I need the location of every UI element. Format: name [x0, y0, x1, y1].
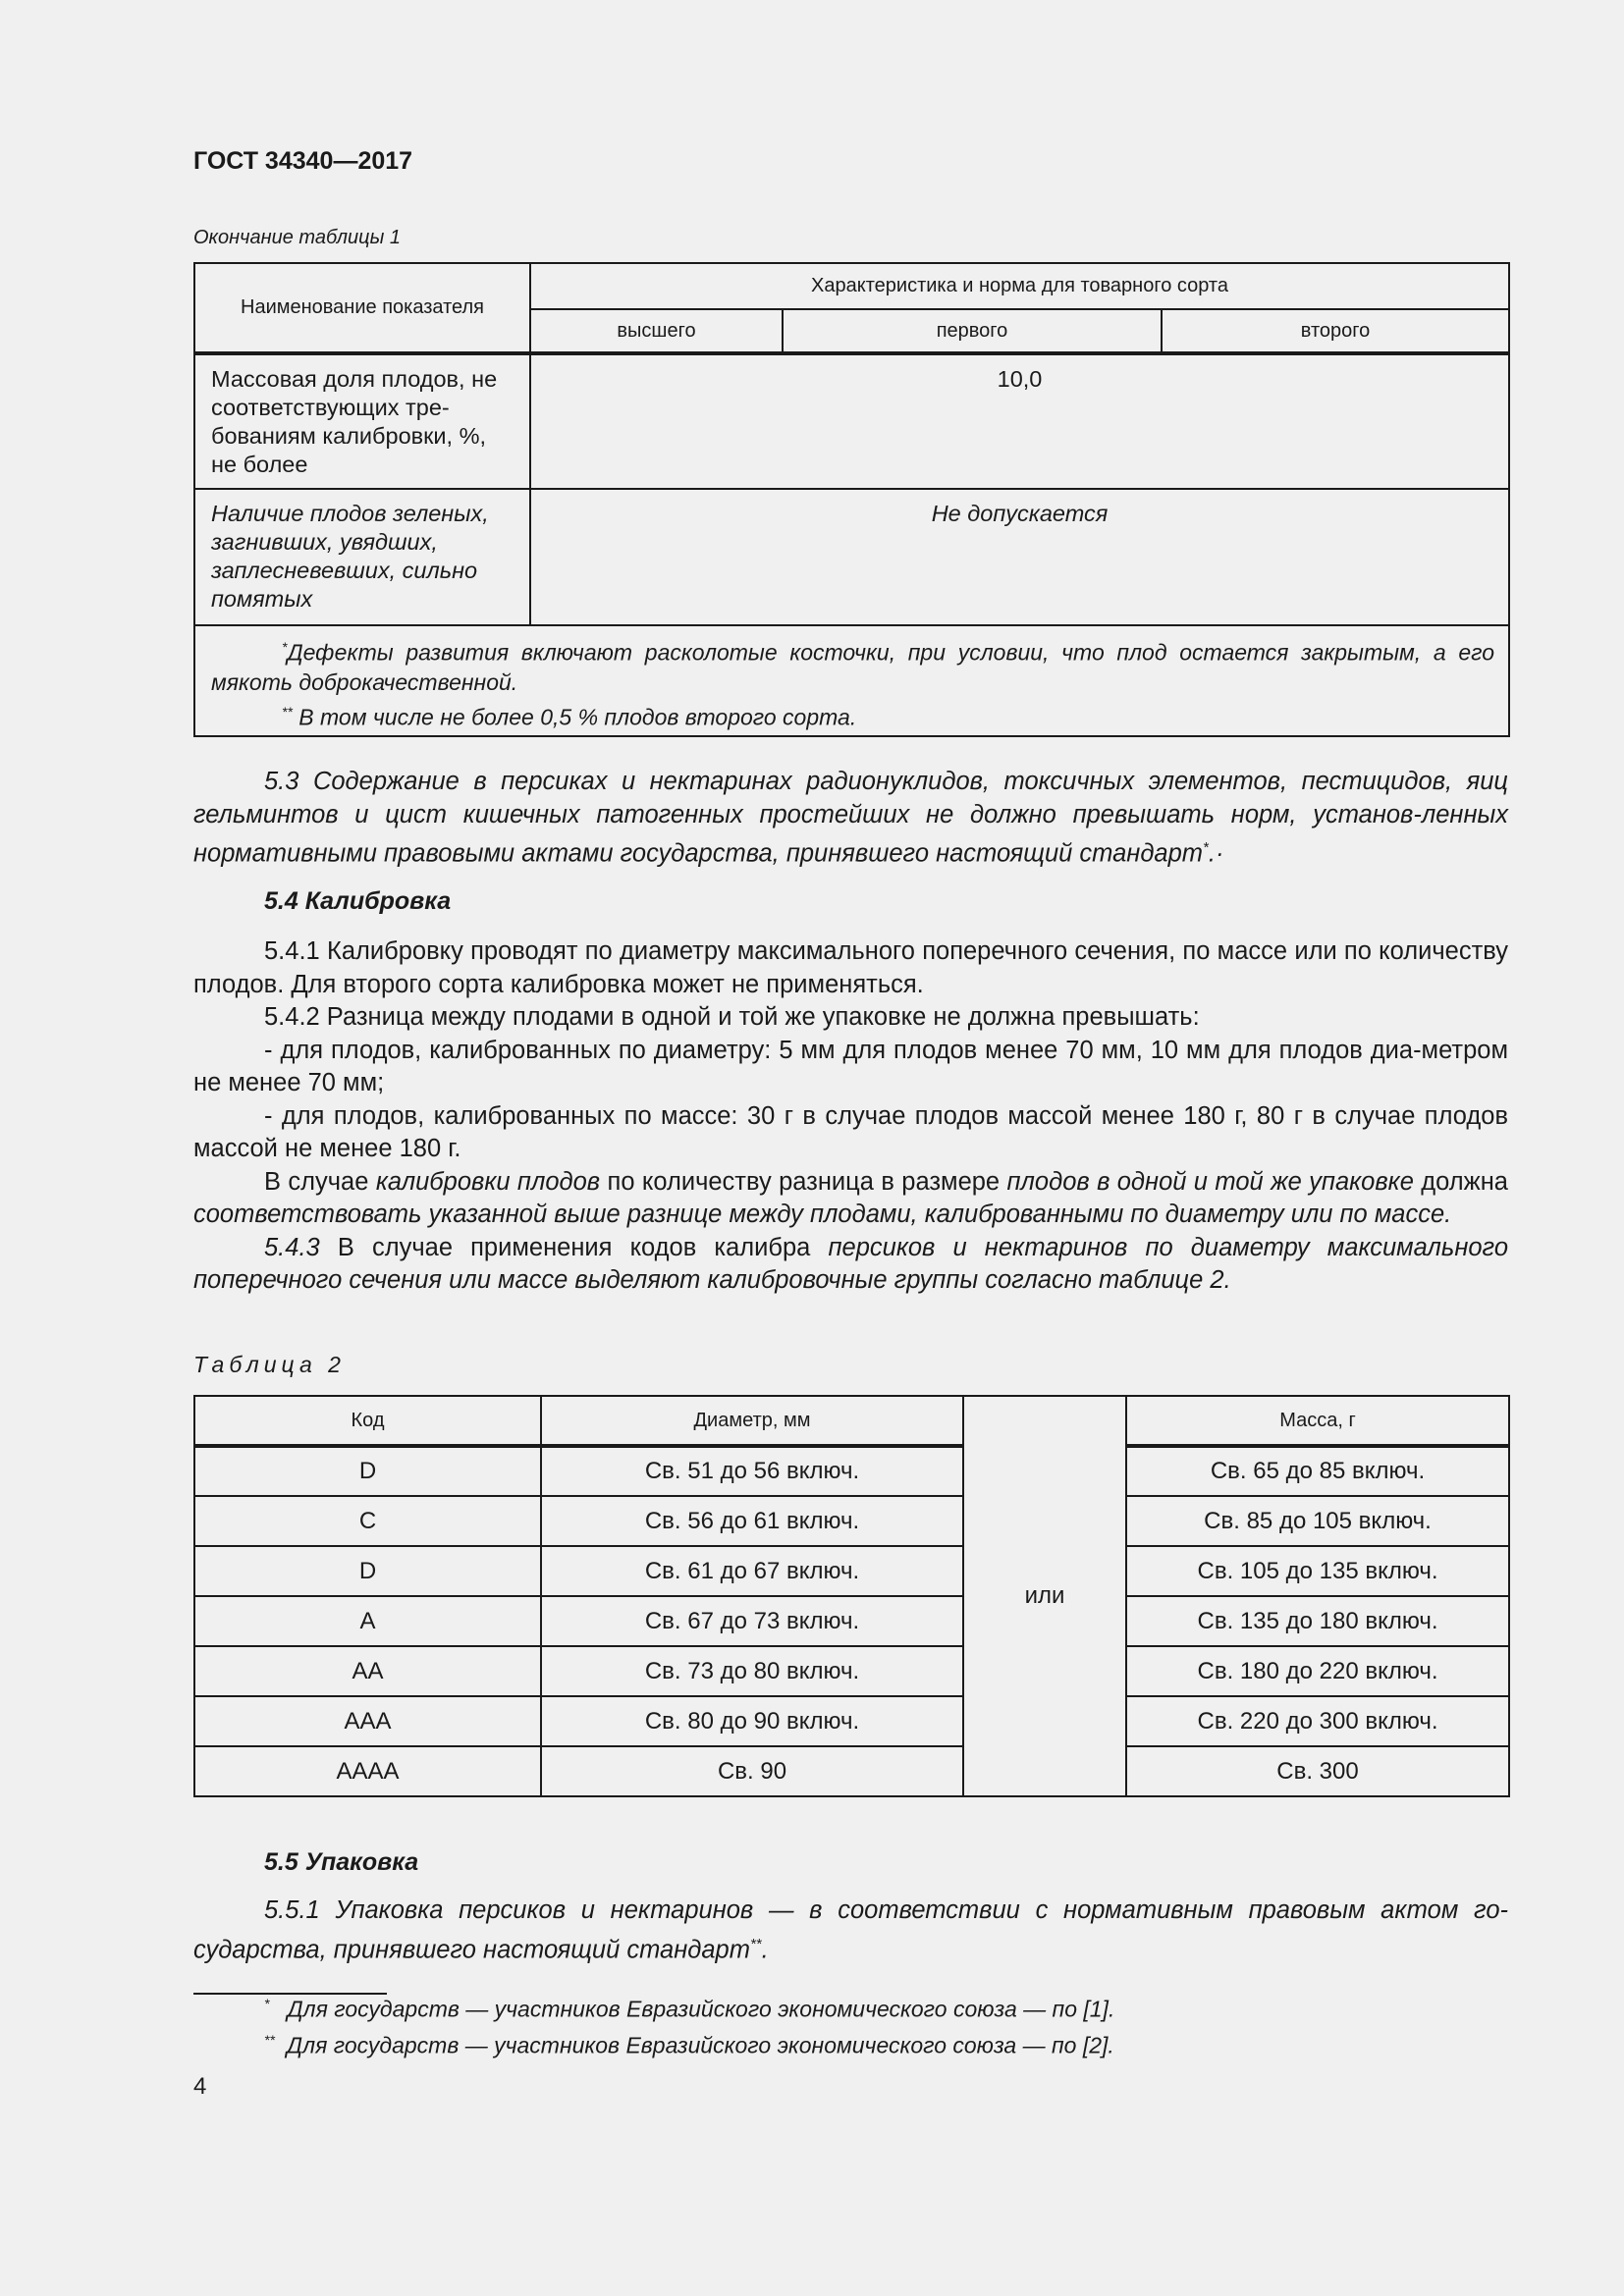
paragraph-mass: - для плодов, калиброванных по массе: 30 г в случае плодов массой менее 180 г, 80 г в случае плодов массой не менее 180 г. [193, 1101, 1508, 1162]
row-label: Массовая доля плодов, не соответствующих тре-бованиям калибровки, %, не более [194, 353, 530, 489]
code-cell: AAA [194, 1696, 541, 1746]
code-cell: AA [194, 1646, 541, 1696]
mass-cell: Св. 85 до 105 включ. [1126, 1496, 1509, 1546]
code-cell: C [194, 1496, 541, 1546]
table2 [193, 1395, 1510, 1797]
table-row [194, 489, 1509, 625]
paragraph-count: В случае калибровки плодов по количеству разница в размере плодов в одной и той же упаковке должна соответствовать указанной выше разнице между плодами, калиброванными по диаметру или по массе. [193, 1167, 1508, 1228]
header-grade-first: первого [783, 309, 1162, 353]
header-diameter: Диаметр, мм [541, 1396, 963, 1446]
table-row [194, 1646, 1509, 1696]
table-row [194, 1596, 1509, 1646]
table1-notes [194, 625, 1509, 736]
table-row [194, 1446, 1509, 1496]
table-row [194, 353, 1509, 489]
header-grade-highest: высшего [530, 309, 783, 353]
table-row [194, 1496, 1509, 1546]
mass-cell: Св. 220 до 300 включ. [1126, 1696, 1509, 1746]
diameter-cell: Св. 51 до 56 включ. [541, 1446, 963, 1496]
diameter-cell: Св. 73 до 80 включ. [541, 1646, 963, 1696]
footnote-1: * Для государств — участников Евразийского экономического союза — по [1]. [264, 1996, 1115, 2022]
section-5-4-heading: 5.4 Калибровка [264, 887, 452, 915]
mass-cell: Св. 180 до 220 включ. [1126, 1646, 1509, 1696]
note-2: ** В том числе не более 0,5 % плодов второго сорта. [282, 703, 857, 730]
table1-caption: Окончание таблицы 1 [193, 227, 402, 248]
mass-cell: Св. 65 до 85 включ. [1126, 1446, 1509, 1496]
section-5-4 [193, 935, 1508, 1298]
header-grade-group: Характеристика и норма для товарного сорта [530, 263, 1509, 309]
header-indicator: Наименование показателя [194, 263, 530, 353]
paragraph-5-4-1: 5.4.1 Калибровку проводят по диаметру максимального поперечного сечения, по массе или по количеству плодов. Для второго сорта калибровка может не применяться. [193, 937, 1508, 998]
table2-caption: Таблица 2 [193, 1352, 346, 1377]
mass-cell: Св. 105 до 135 включ. [1126, 1546, 1509, 1596]
mass-cell: Св. 135 до 180 включ. [1126, 1596, 1509, 1646]
paragraph-diameter: - для плодов, калиброванных по диаметру: 5 мм для плодов менее 70 мм, 10 мм для плодов диа-метром не менее 70 мм; [193, 1036, 1508, 1096]
mass-cell: Св. 300 [1126, 1746, 1509, 1796]
diameter-cell: Св. 80 до 90 включ. [541, 1696, 963, 1746]
table1 [193, 262, 1510, 737]
code-cell: D [194, 1546, 541, 1596]
header-mass: Масса, г [1126, 1396, 1509, 1446]
table-row [194, 1746, 1509, 1796]
row-value: 10,0 [530, 353, 1509, 489]
table-row [194, 1696, 1509, 1746]
section-5-3: 5.3 Содержание в персиках и нектаринах радионуклидов, токсичных элементов, пестицидов, яиц гельминтов и цист кишечных патогенных простейших не должно превышать норм, установ-ленных нормативными правовыми актами государства, принявшего настоящий стандарт*.· [193, 768, 1508, 868]
row-value: Не допускается [530, 489, 1509, 625]
note-1: *Дефекты развития включают расколотые косточки, при условии, что плод остается закрытым, а его мякоть доброкачественной. [211, 639, 1495, 695]
diameter-cell: Св. 67 до 73 включ. [541, 1596, 963, 1646]
diameter-cell: Св. 61 до 67 включ. [541, 1546, 963, 1596]
header-grade-second: второго [1162, 309, 1509, 353]
code-cell: A [194, 1596, 541, 1646]
paragraph-5-4-3: 5.4.3 В случае применения кодов калибра персиков и нектаринов по диаметру максимального поперечного сечения или массе выделяют калибровочные группы согласно таблице 2. [193, 1233, 1509, 1294]
or-cell: или [963, 1396, 1126, 1796]
header-code: Код [194, 1396, 541, 1446]
row-label: Наличие плодов зеленых, загнивших, увядших, заплесневевших, сильно помятых [194, 489, 530, 625]
paragraph-5-4-2: 5.4.2 Разница между плодами в одной и той же упаковке не должна превышать: [264, 1003, 1200, 1031]
section-5-5: 5.5.1 Упаковка персиков и нектаринов — в соответствии с нормативным правовым актом го-сударства, принявшего настоящий стандарт**. [193, 1896, 1508, 1963]
page-number: 4 [193, 2073, 207, 2100]
table-row [194, 1546, 1509, 1596]
footnote-separator [193, 1993, 387, 1995]
diameter-cell: Св. 90 [541, 1746, 963, 1796]
code-cell: D [194, 1446, 541, 1496]
document-code: ГОСТ 34340—2017 [193, 147, 413, 175]
footnote-2: ** Для государств — участников Евразийского экономического союза — по [2]. [264, 2032, 1114, 2058]
code-cell: AAAA [194, 1746, 541, 1796]
section-5-5-heading: 5.5 Упаковка [264, 1848, 419, 1876]
diameter-cell: Св. 56 до 61 включ. [541, 1496, 963, 1546]
